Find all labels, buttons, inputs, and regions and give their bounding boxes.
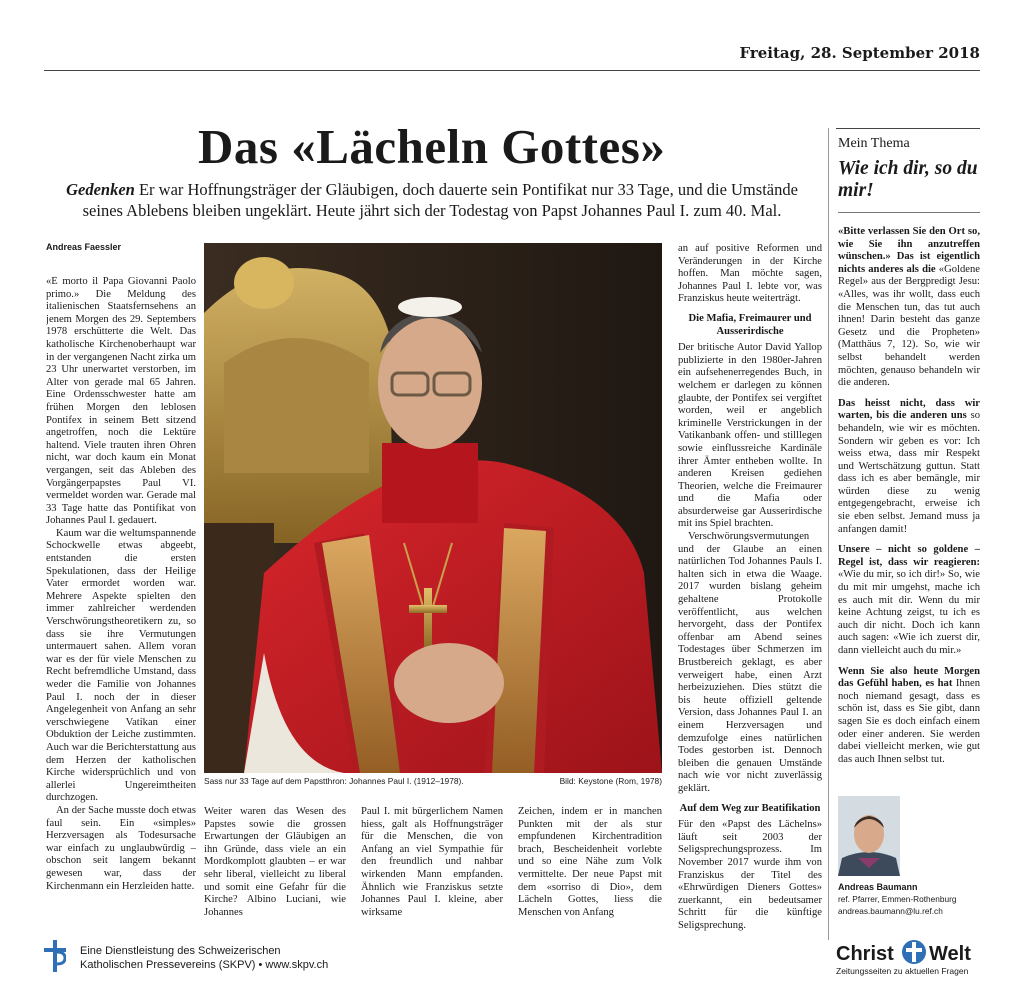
christ-welt-logo	[836, 938, 982, 966]
paragraph: Für den «Papst des Lächelns» läuft seit 2003 der Seligsprechungsprozess. Im November 2017 wurde ihm von Franziskus der Titel des «Ehrwürdigen Dieners Gottes» zuerkannt, ein bedeutsamer Schritt für die künftige Seligsprechung.	[678, 819, 822, 931]
paragraph: an auf positive Reformen und Veränderungen in der Kirche hoffen. Man möchte sagen, Johannes Paul I. lebte vor, was Franziskus heute weiterträgt.	[678, 243, 822, 305]
paragraph-text: so behandeln, wie wir es möchten. Sondern wir geben es vor: Ich weiss etwa, dass mir Respekt und Wertschätzung guttun. Statt dass ich es aber bemängle, mir würden diese zu wenig entgegengebracht, erweise ich sie eben selbst. Jemand muss ja anfangen damit!	[838, 410, 980, 535]
skpv-logo-icon	[44, 940, 66, 972]
paragraph-text: «Wie du mir, so ich dir!» So, wie du mit mir umgehst, mache ich es auch mit dir. Wenn du mir keine Achtung zeigst, tu ich es auch dir nicht. Doch ich kann auch sagen: «Wie ich zuerst dir, dann vielleicht auch du mir.»	[838, 569, 980, 656]
caption-text: Sass nur 33 Tage auf dem Papstthron: Johannes Paul I. (1912–1978).	[204, 776, 464, 786]
paragraph: Weiter waren das Wesen des Papstes sowie die grossen Erwartungen der Gläubigen an ihn Gründe, dass viele an ein Mordkomplott glaubten – er war sehr liberal, vielleicht zu liberal und somit eine Gefahr für die Kirche? Albino Luciani, wie Johannes	[204, 806, 346, 918]
sidebar-author-role: ref. Pfarrer, Emmen-Rothenburg	[838, 894, 957, 904]
sidebar-divider	[828, 128, 829, 940]
subheading: Die Mafia, Freimaurer und Ausserirdische	[688, 312, 812, 337]
paragraph: Kaum war die weltumspannende Schockwelle etwas abgeebt, entstanden die ersten Spekulationen, dass der Heilige Vater ermordet worden war. Mehrere Aspekte spielten den immer zahlreicher werdenden Verschwörungstheoretikern zu, so dass sie ihre Vermutungen untermauert sahen. Allem voran war es der für viele Menschen zu Recht befremdliche Umstand, dass weder die Familie von Johannes Paul I. noch der in dieser Angelegenheit von Anfang an sehr verschwiegene Vatikan einer Obduktion der Leiche zustimmten. Auch war die Berichterstattung aus dem Herzen der katholischen Kirche widersprüchlich und von allerlei Ungereimtheiten durchzogen.	[46, 527, 196, 804]
sidebar-author-email: andreas.baumann@lu.ref.ch	[838, 906, 943, 916]
paragraph: Paul I. mit bürgerlichem Namen hiess, galt als Hoffnungsträger für die Menschen, die von Anfang an viel Sympathie für den freundlich und nahbar wirkenden Mann empfanden. Ähnlich wie Franziskus setzte Johannes Paul I. kleine, aber wirksame	[361, 806, 503, 918]
paragraph: Verschwörungsvermutungen und der Glaube an einen natürlichen Tod Johannes Pauls I. halten sich in etwa die Waage. 2017 wurden bislang geheim gehaltene Protokolle veröffentlicht, aus welchen hervorgeht, dass der Pontifex offenbar am Abend seines Todestages über Schmerzen im Brustbereich geklagt, es aber verweigert habe, einen Arzt herbeizuziehen. Dies stützt die bis heute offiziell geltende Version, dass Johannes Paul I. an einem Herzversagen und demzufolge eines natürlichen Todes gestorben ist. Dennoch bleiben die genauen Umstände nach wie vor nicht zuverlässig geklärt.	[678, 531, 822, 794]
sidebar-kicker: Mein Thema	[838, 136, 910, 151]
lead-text: Er war Hoffnungsträger der Gläubigen, doch dauerte sein Pontifikat nur 33 Tage, und die Umstände seines Ablebens bleiben ungeklärt. Heute jährt sich der Todestag von Papst Johannes Paul I. zum 40. Mal.	[82, 180, 798, 220]
issue-date: Freitag, 28. September 2018	[739, 44, 980, 62]
paragraph: Zeichen, indem er in manchen Punkten mit der als stur empfundenen Kirchentradition brach, Bescheidenheit vorlebte und so eine Nähe zum Volk vermittelte. Der neue Papst mit dem «sorriso di Dio», dem Lächeln Gottes, liess die Menschen von Anfang	[518, 806, 662, 918]
paragraph	[838, 226, 980, 390]
sidebar-rule	[838, 212, 980, 213]
paragraph: Der britische Autor David Yallop publizierte in den 1980er-Jahren ein aufsehenerregendes Buch, in welchem er darlegen zu können glaubte, der Pontifex sei vergiftet worden, weil er angeblich kriminelle Verstrickungen in der Vatikanbank offen- und stilllegen sowie einflussreiche Kardinäle ihrer Ämter entheben wollte. In anderen Kreisen gediehen Theorien, welche die Freimaurer und die Mafia oder absurderweise gar Ausserirdische mit ins Spiel brachten.	[678, 342, 822, 530]
article-author: Andreas Faessler	[46, 242, 122, 252]
paragraph	[838, 666, 980, 767]
sidebar-author-name: Andreas Baumann	[838, 882, 918, 892]
brand-right-text: Welt	[929, 943, 971, 965]
paragraph-lead: «Bitte verlassen Sie den Ort so, wie Sie ihn anzutreffen wünschen.» Das ist eigentlich nichts anderes als die	[838, 226, 980, 275]
footer-service-note	[80, 944, 328, 972]
paragraph-lead: Unsere – nicht so goldene – Regel ist, dass wir reagieren:	[838, 544, 980, 568]
paragraph-lead: Wenn Sie also heute Morgen das Gefühl haben, es hat	[838, 665, 980, 690]
paragraph: An der Sache musste doch etwas faul sein. Ein «simples» Herzversagen als Todesursache war einfach zu unglaubwürdig – obschon seit langem bekannt gewesen war, dass der Kirchenmann ein Herzleiden hatte.	[46, 804, 196, 892]
sidebar-top-rule	[836, 128, 980, 129]
top-rule	[44, 70, 980, 71]
lead-label: Gedenken	[66, 180, 135, 199]
article-column-1	[46, 276, 196, 931]
photo-caption	[204, 776, 662, 786]
sidebar-title: Wie ich dir, so du mir!	[838, 158, 978, 201]
paragraph: «È morto il Papa Giovanni Paolo primo.» Die Meldung des italienischen Staatsfernsehens an jenem Morgen des 29. Septembers 1978 erschütterte die Welt. Das katholische Kirchenoberhaupt war in der vergangenen Nacht zirka um 23 Uhr unerwartet verstorben, im Alter von gerade mal 65 Jahren. Eine Ordensschwester hatte am frühen Morgen den leblosen Pontifex in seinem Bett sitzend angetroffen, noch die Lektüre haltend. Viele trauten ihren Ohren nicht, war doch kaum ein Monat vergangen, seit das Ableben des Vorgängerpapstes Paul VI. vermeldet worden war. Gerade mal 33 Tage hatte das Pontifikat von Johannes Paul I. gedauert.	[46, 276, 196, 527]
photo-credit: Bild: Keystone (Rom, 1978)	[559, 776, 662, 786]
footer-service-line: Eine Dienstleistung des Schweizerischen	[80, 945, 281, 957]
subheading: Auf dem Weg zur Beatifikation	[679, 802, 821, 814]
article-column-3	[204, 806, 346, 936]
article-headline: Das «Lächeln Gottes»	[198, 119, 666, 174]
footer-tagline: Zeitungsseiten zu aktuellen Fragen	[836, 966, 969, 976]
paragraph-text: «Goldene Regel» aus der Bergpredigt Jesu: «Alles, was ihr wollt, dass euch die Menschen tun, das tut auch ihnen! Darin besteht das ganze Gesetz und die Propheten» (Matthäus 7, 12). So, wie wir selbst behandelt werden möchten, genauso behandeln wir die anderen.	[838, 263, 980, 389]
paragraph	[838, 398, 980, 537]
author-portrait	[838, 796, 900, 876]
pope-photo	[204, 243, 662, 773]
footer-service-line: Katholischen Pressevereins (SKPV) • www.skpv.ch	[80, 959, 329, 971]
article-lead	[62, 179, 802, 221]
paragraph	[838, 544, 980, 657]
sidebar-column	[838, 226, 980, 786]
brand-left-text: Christ	[836, 943, 894, 965]
article-column-6	[678, 243, 822, 936]
paragraph-text: Ihnen noch niemand gesagt, dass es schön ist, dass es Sie gibt, dann sagen Sie es doch einfach einem oder einer anderen. Sie werden dabei vielleicht merken, wie gut das auch Ihnen selbst tut.	[838, 678, 980, 765]
article-column-5	[518, 806, 662, 936]
article-column-4	[361, 806, 503, 936]
paragraph-lead: Das heisst nicht, dass wir warten, bis die anderen uns	[838, 397, 980, 422]
